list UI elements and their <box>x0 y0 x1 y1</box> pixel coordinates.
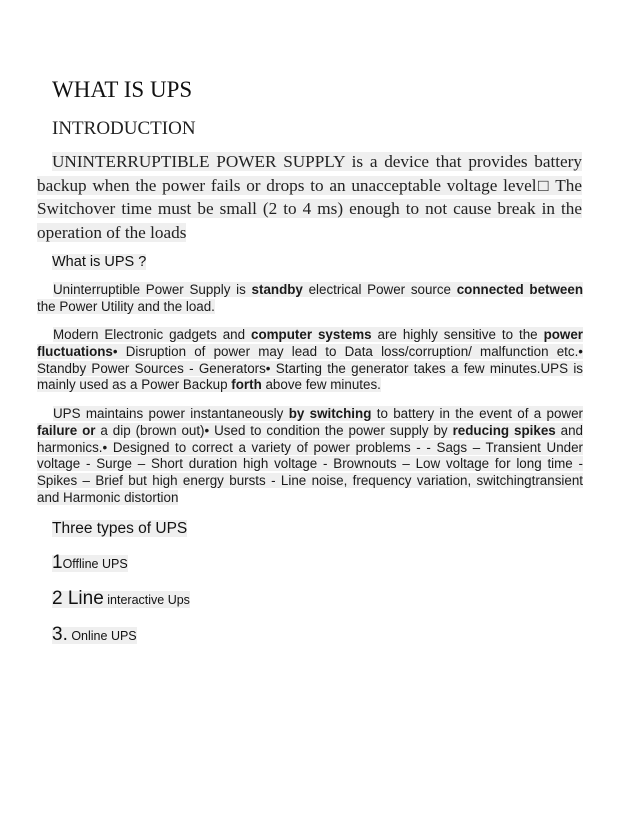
paragraph-need <box>37 327 583 394</box>
p2-text: Modern Electronic gadgets and computer systems are highly sensitive to the power fluctuations• Disruption of power may lead to Data loss/corruption/ malfunction etc.• Standby Power Sources - Generators• Starting the generator takes a few minutes.UPS is mainly used as a Power Backup forth above few minutes. <box>37 327 583 393</box>
list-number: 2 Line <box>52 588 104 609</box>
list-item <box>52 552 128 574</box>
question-heading <box>52 254 146 270</box>
list-text: Offline UPS <box>62 557 128 571</box>
list-text: Online UPS <box>67 629 137 643</box>
list-item <box>52 624 137 646</box>
intro-paragraph <box>37 150 582 244</box>
intro-text: UNINTERRUPTIBLE POWER SUPPLY is a device that provides battery backup when the power fails or drops to an unacceptable voltage level□ The Switchover time must be small (2 to 4 ms) enough to not cause break in the operation of the loads <box>37 152 582 242</box>
types-heading-text: Three types of UPS <box>52 520 188 537</box>
list-text: interactive Ups <box>103 593 190 607</box>
types-heading <box>52 520 187 538</box>
section-heading: INTRODUCTION <box>52 118 196 139</box>
p1-text: Uninterruptible Power Supply is standby electrical Power source connected between the Power Utility and the load. <box>37 282 583 314</box>
page-title: WHAT IS UPS <box>52 77 193 102</box>
paragraph-function <box>37 406 583 507</box>
question-text: What is UPS ? <box>52 254 147 270</box>
list-item <box>52 588 190 610</box>
p3-text: UPS maintains power instantaneously by switching to battery in the event of a power failure or a dip (brown out)• Used to condition the power supply by reducing spikes and harmonics.• Designed to correct a variety of power problems - - Sags – Transient Under voltage - Surge – Short duration high voltage - Brownouts – Low voltage for long time - Spikes – Brief but high energy bursts - Line noise, frequency variation, switchingtransient and Harmonic distortion <box>37 406 583 505</box>
list-number: 1 <box>52 552 63 573</box>
paragraph-definition <box>37 282 583 316</box>
list-number: 3. <box>52 624 68 645</box>
